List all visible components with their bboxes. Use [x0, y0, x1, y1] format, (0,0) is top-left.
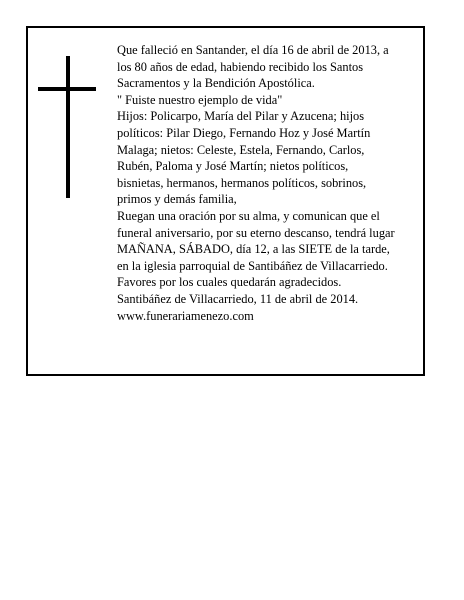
notice-line: Hijos: Policarpo, María del Pilar y Azucena; hijos [117, 109, 365, 124]
notice-text [117, 42, 419, 324]
notice-line: Rubén, Paloma y José Martín; nietos políticos, [117, 159, 349, 174]
website-line: www.funerariamenezo.com [117, 308, 254, 323]
cross-vertical-bar [66, 56, 70, 198]
notice-line: los 80 años de edad, habiendo recibido los Santos [117, 59, 364, 74]
notice-line: bisnietas, hermanos, hermanos políticos, sobrinos, [117, 175, 367, 190]
notice-line: " Fuiste nuestro ejemplo de vida" [117, 92, 283, 107]
cross-horizontal-bar [38, 87, 96, 91]
notice-line: funeral aniversario, por su eterno descanso, tendrá lugar [117, 225, 395, 240]
obituary-notice [26, 26, 425, 376]
notice-line: MAÑANA, SÁBADO, día 12, a las SIETE de la tarde, [117, 242, 390, 257]
notice-line: Que falleció en Santander, el día 16 de abril de 2013, a [117, 43, 389, 57]
notice-line: Ruegan una oración por su alma, y comunican que el [117, 208, 380, 223]
notice-line: en la iglesia parroquial de Santibáñez de Villacarriedo. [117, 258, 388, 273]
notice-line: Sacramentos y la Bendición Apostólica. [117, 76, 315, 91]
notice-line: Santibáñez de Villacarriedo, 11 de abril de 2014. [117, 291, 359, 306]
notice-line: políticos: Pilar Diego, Fernando Hoz y José Martín [117, 125, 371, 140]
notice-line: primos y demás familia, [117, 192, 237, 207]
notice-line: Malaga; nietos: Celeste, Estela, Fernando, Carlos, [117, 142, 365, 157]
notice-line: Favores por los cuales quedarán agradecidos. [117, 275, 342, 290]
cross-icon [38, 56, 96, 198]
